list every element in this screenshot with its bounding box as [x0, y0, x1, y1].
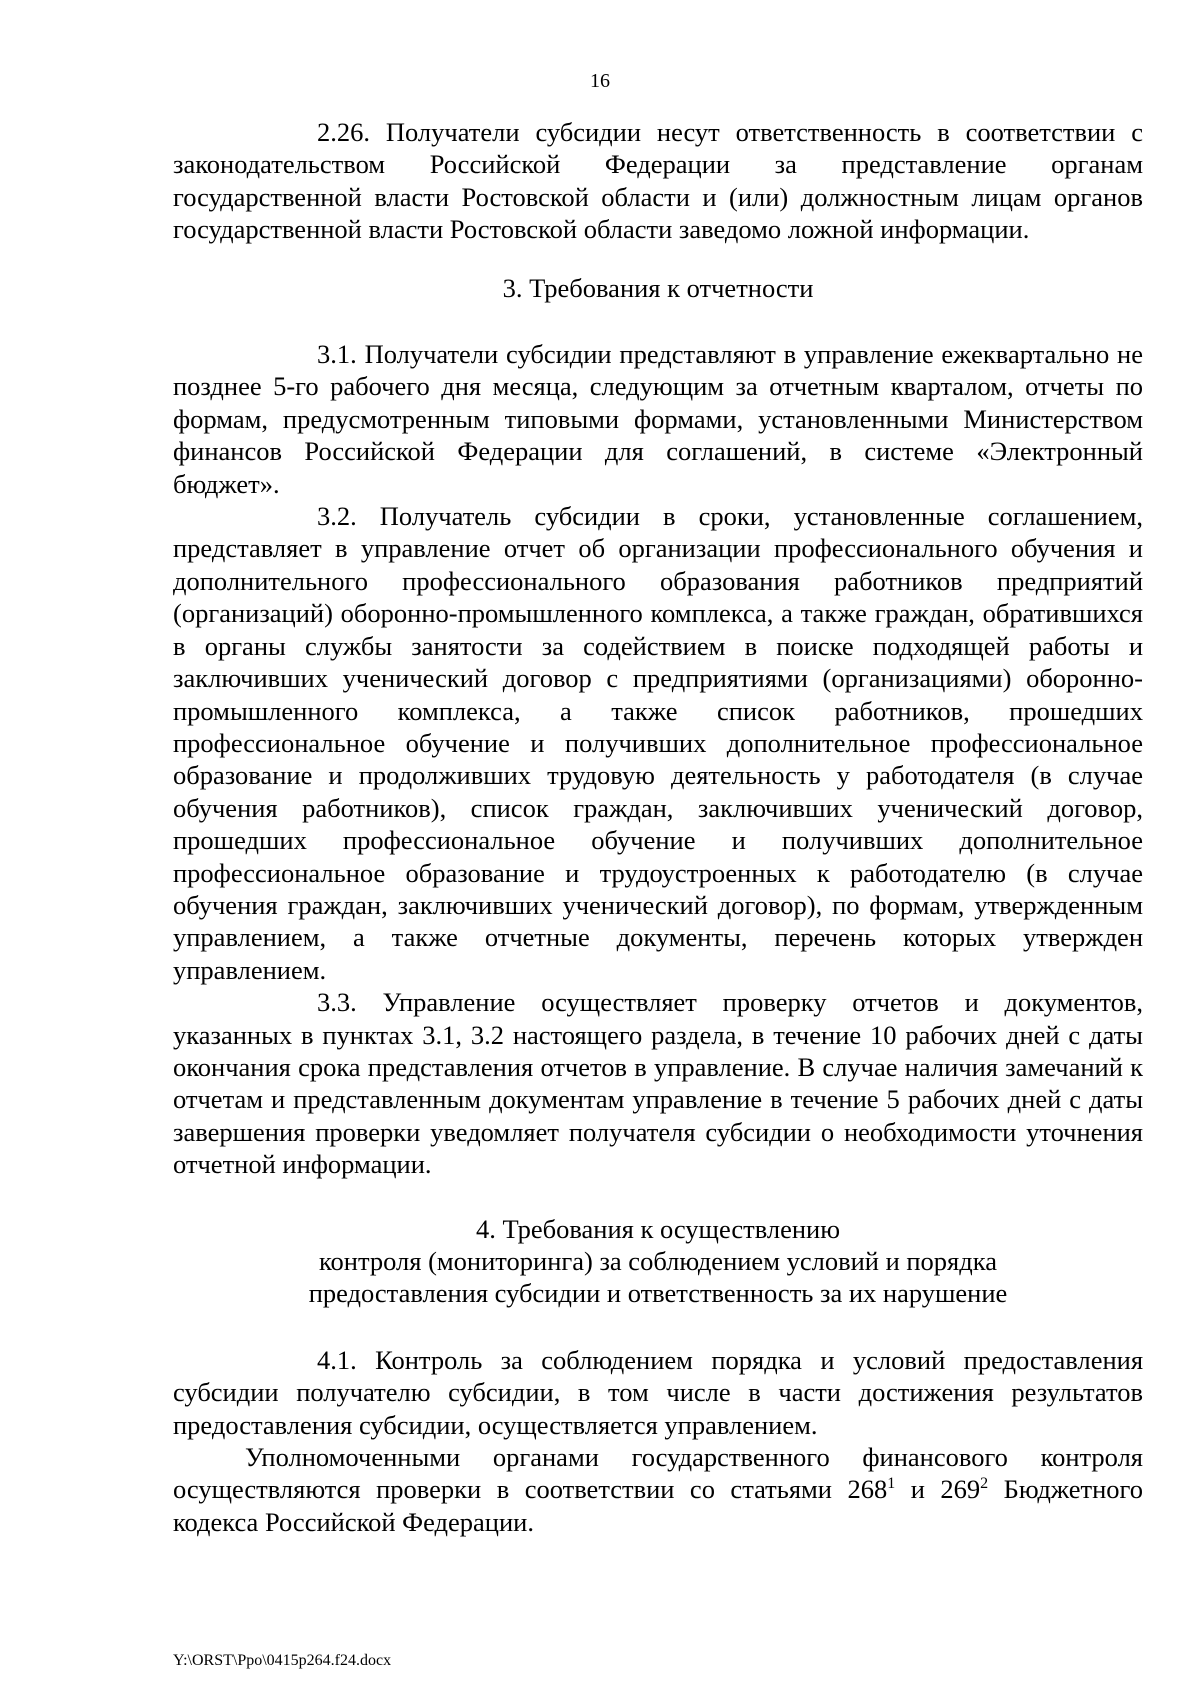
superscript-1: 1: [887, 1475, 896, 1493]
paragraph-text-part-b: и 269: [895, 1474, 981, 1505]
paragraph-number: 3.3.: [317, 987, 357, 1018]
document-body: [173, 116, 1143, 1538]
footer-file-path: Y:\ORST\Ppo\0415p264.f24.docx: [173, 1652, 392, 1669]
paragraph-number: 3.2.: [317, 501, 357, 532]
paragraph-number: 3.1.: [317, 339, 357, 370]
paragraph-text-part-a: Уполномоченными органами государственного финансового контроля осуществляются проверки в соответствии со статьями 268: [173, 1442, 1143, 1505]
paragraph-3-2: [173, 500, 1143, 986]
paragraph-number: 4.1.: [317, 1344, 357, 1375]
paragraph-2-26: [173, 116, 1143, 246]
paragraph-3-3: [173, 986, 1143, 1180]
superscript-2: 2: [980, 1475, 989, 1493]
paragraph-4-1-continued: [173, 1441, 1143, 1538]
paragraph-text: Получатель субсидии в сроки, установленные соглашением, представляет в управление отчет об организации профессионального обучения и дополнительного профессионального образования работников предприятий (организаций) оборонно-промышленного комплекса, а также граждан, обратившихся в органы службы занятости за содействием в поиске подходящей работы и заключивших ученический договор с предприятиями (организациями) оборонно-промышленного комплекса, а также список работников, прошедших профессиональное обучение и получивших дополнительное профессиональное образование и продолживших трудовую деятельность у работодателя (в случае обучения работников), список граждан, заключивших ученический договор, прошедших профессиональное обучение и получивших дополнительное профессиональное образование и трудоустроенных к работодателю (в случае обучения граждан, заключивших ученический договор), по формам, утвержденным управлением, а также отчетные документы, перечень которых утвержден управлением.: [173, 501, 1143, 985]
section-3-heading: 3. Требования к отчетности: [502, 272, 814, 303]
page-number: 16: [590, 70, 610, 92]
paragraph-3-1: [173, 338, 1143, 500]
paragraph-4-1: [173, 1344, 1143, 1441]
section-4-heading: [173, 1213, 1143, 1310]
paragraph-text: Получатели субсидии несут ответственность в соответствии с законодательством Российской Федерации за представление органам государственной власти Ростовской области и (или) должностным лицам органов государственной власти Ростовской области заведомо ложной информации.: [173, 117, 1143, 245]
paragraph-text-part-c: Бюджетного кодекса Российской Федерации.: [173, 1474, 1143, 1537]
section-4-heading-line3: предоставления субсидии и ответственность за их нарушение: [308, 1278, 1008, 1309]
section-4-heading-line1: 4. Требования к осуществлению: [475, 1213, 841, 1244]
section-4-heading-line2: контроля (мониторинга) за соблюдением условий и порядка: [319, 1246, 997, 1276]
paragraph-text: Получатели субсидии представляют в управление ежеквартально не позднее 5-го рабочего дня месяца, следующим за отчетным кварталом, отчеты по формам, предусмотренным типовыми формами, установленными Министерством финансов Российской Федерации для соглашений, в системе «Электронный бюджет».: [173, 339, 1143, 499]
paragraph-number: 2.26.: [317, 117, 370, 147]
paragraph-text: Управление осуществляет проверку отчетов и документов, указанных в пунктах 3.1, 3.2 настоящего раздела, в течение 10 рабочих дней с даты окончания срока представления отчетов в управление. В случае наличия замечаний к отчетам и представленным документам управление в течение 5 рабочих дней с даты завершения проверки уведомляет получателя субсидии о необходимости уточнения отчетной информации.: [173, 987, 1143, 1180]
paragraph-text: Контроль за соблюдением порядка и условий предоставления субсидии получателю субсидии, в том числе в части достижения результатов предоставления субсидии, осуществляется управлением.: [173, 1344, 1144, 1440]
